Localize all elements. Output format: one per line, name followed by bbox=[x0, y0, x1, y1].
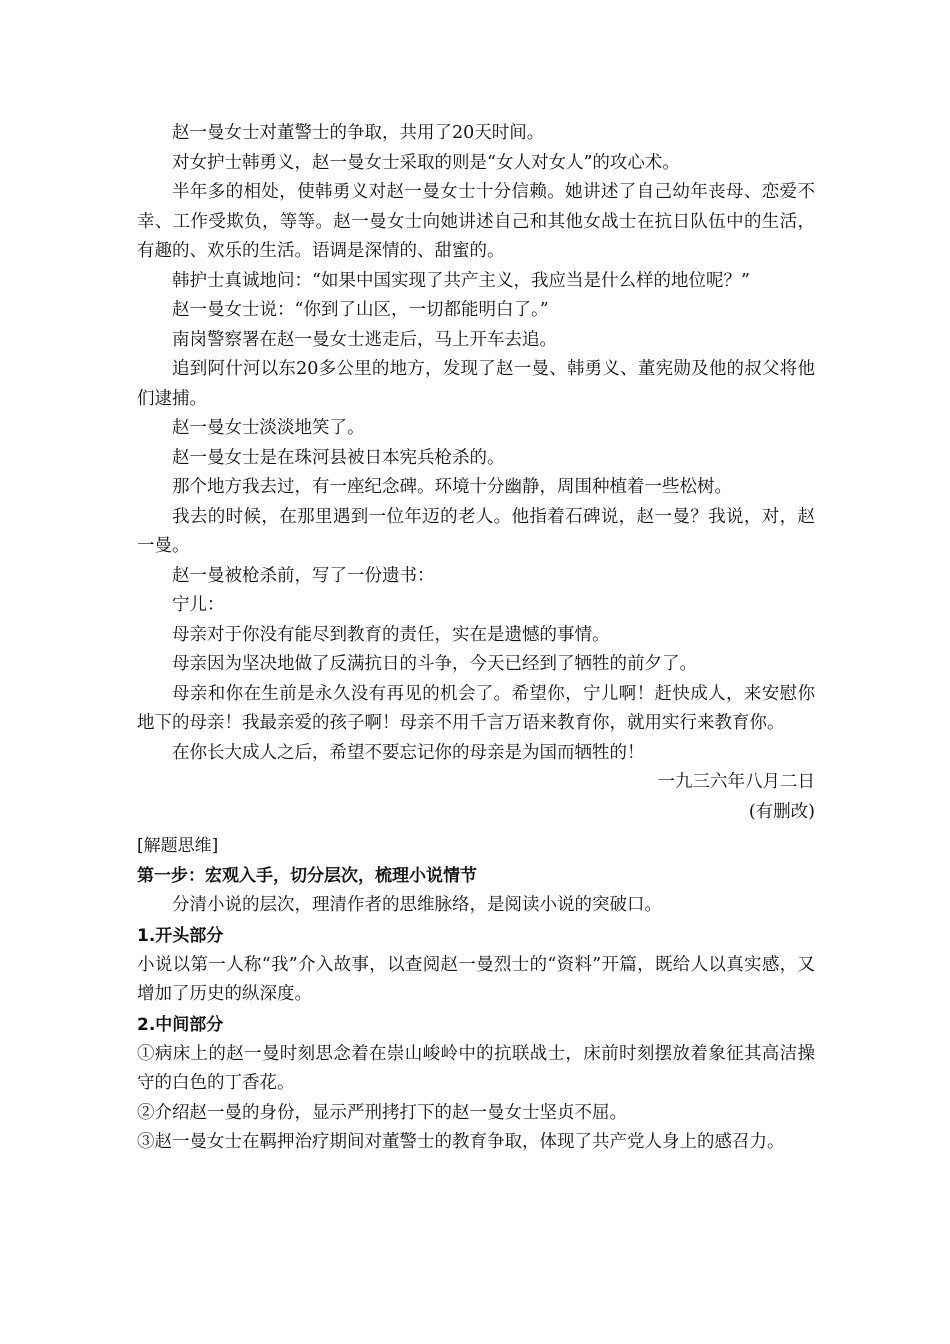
list-item: ①病床上的赵一曼时刻思念着在崇山峻岭中的抗联战士，床前时刻摆放着象征其高洁操守的白色的丁香花。 bbox=[137, 1043, 815, 1093]
list-item: ②介绍赵一曼的身份，显示严刑拷打下的赵一曼女士坚贞不屈。 bbox=[137, 1102, 627, 1123]
part-title: 1.开头部分 bbox=[137, 925, 224, 946]
letter-paragraph: 母亲和你在生前是永久没有再见的机会了。希望你，宁儿啊！赶快成人，来安慰你地下的母亲！我最亲爱的孩子啊！母亲不用千言万语来教育你，就用实行来教育你。 bbox=[137, 683, 815, 733]
story-paragraph: 赵一曼女士淡淡地笑了。 bbox=[172, 418, 365, 438]
story-paragraph: 我去的时候，在那里遇到一位年迈的老人。他指着石碑说，赵一曼？我说，对，赵一曼。 bbox=[137, 506, 815, 556]
step-title: 第一步：宏观入手，切分层次，梳理小说情节 bbox=[137, 866, 477, 886]
letter-paragraph: 母亲因为坚决地做了反满抗日的斗争，今天已经到了牺牲的前夕了。 bbox=[172, 654, 697, 674]
story-paragraph: 半年多的相处，使韩勇义对赵一曼女士十分信赖。她讲述了自己幼年丧母、恋爱不幸、工作受欺负，等等。赵一曼女士向她讲述自己和其他女战士在抗日队伍中的生活，有趣的、欢乐的生活。语调是深情的、甜蜜的。 bbox=[137, 182, 815, 261]
story-body bbox=[137, 119, 815, 591]
part-text: 小说以第一人称“我”介入故事，以查阅赵一曼烈士的“资料”开篇，既给人以真实感，又增加了历史的纵深度。 bbox=[137, 954, 815, 1004]
story-paragraph: 赵一曼女士对董警士的争取，共用了20天时间。 bbox=[172, 123, 545, 143]
story-paragraph: 赵一曼被枪杀前，写了一份遗书： bbox=[172, 565, 435, 586]
story-paragraph: 追到阿什河以东20多公里的地方，发现了赵一曼、韩勇义、董宪勋及他的叔父将他们逮捕。 bbox=[137, 359, 815, 409]
story-paragraph: 韩护士真诚地问：“如果中国实现了共产主义，我应当是什么样的地位呢？” bbox=[172, 270, 750, 291]
letter-paragraph: 在你长大成人之后，希望不要忘记你的母亲是为国而牺牲的！ bbox=[172, 742, 645, 763]
part-title: 2.中间部分 bbox=[137, 1014, 224, 1035]
analysis-section bbox=[137, 831, 815, 1158]
step-intro: 分清小说的层次，理清作者的思维脉络，是阅读小说的突破口。 bbox=[172, 895, 662, 915]
section-tag: [解题思维] bbox=[137, 836, 219, 856]
story-paragraph: 对女护士韩勇义，赵一曼女士采取的则是“女人对女人”的攻心术。 bbox=[172, 152, 680, 173]
edit-note: (有删改) bbox=[748, 801, 815, 822]
story-paragraph: 那个地方我去过，有一座纪念碑。环境十分幽静，周围种植着一些松树。 bbox=[172, 477, 732, 497]
story-paragraph: 赵一曼女士是在珠河县被日本宪兵枪杀的。 bbox=[172, 447, 505, 468]
story-paragraph: 赵一曼女士说：“你到了山区，一切都能明白了。” bbox=[172, 300, 549, 320]
letter-date: 一九三六年八月二日 bbox=[657, 772, 815, 792]
list-item: ③赵一曼女士在羁押治疗期间对董警士的教育争取，体现了共产党人身上的感召力。 bbox=[137, 1132, 785, 1152]
letter-salutation: 宁儿： bbox=[172, 595, 225, 615]
letter bbox=[137, 591, 815, 827]
story-paragraph: 南岗警察署在赵一曼女士逃走后，马上开车去追。 bbox=[172, 329, 557, 350]
document-page bbox=[137, 119, 815, 1158]
letter-paragraph: 母亲对于你没有能尽到教育的责任，实在是遗憾的事情。 bbox=[172, 624, 610, 645]
